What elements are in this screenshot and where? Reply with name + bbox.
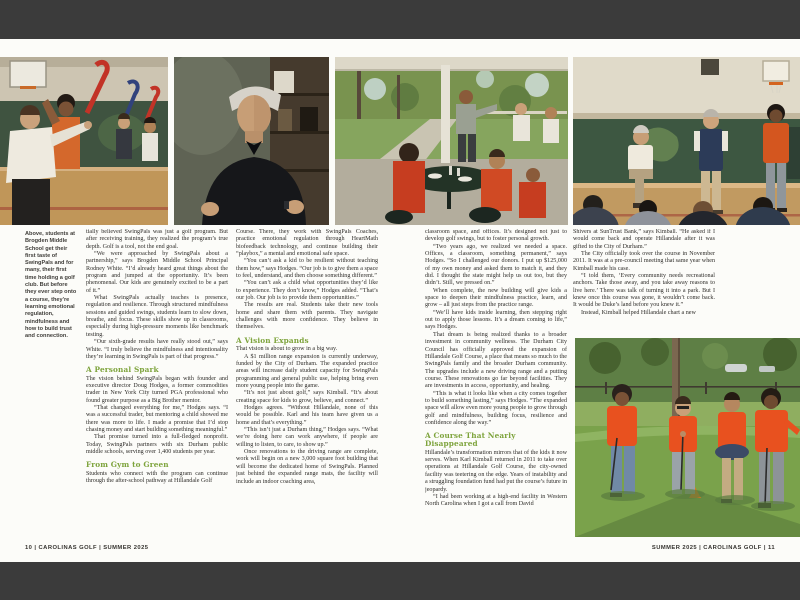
parked-car xyxy=(725,364,747,372)
body-paragraph: Course. There, they work with SwingPals Coaches, practice emotional regulation through HeartMath biofeedback technology, and continue building their “playbox,” a mental and emotional safe space. xyxy=(236,229,378,258)
section-heading: A Personal Spark xyxy=(86,365,159,375)
body-paragraph: “Our sixth-grade results have really stood out,” says White. “I truly believe the mindfulness and intentionality they’re learning in SwingPals is part of that progress.” xyxy=(86,339,228,360)
body-paragraph: “You can’t ask a kid to be resilient without teaching them how,” says Hodges. “Our job is to give them a space to feel, understand, and then choose something different.” xyxy=(236,258,378,280)
body-paragraph: “We’ll have kids inside learning, then stepping right out to apply those lessons. It’s a dream coming to life,” says Hodges. xyxy=(425,309,567,331)
body-paragraph: “That changed everything for me,” Hodges says. “I was a successful trader, but mentoring a child showed me there was more to life. I made a promise that I’d stop chasing money and start building something meaningful.” xyxy=(86,405,228,434)
body-paragraph: “This is what it looks like when a city comes together to build something lasting,” says Hodges. “The expanded space will allow even more young people to grow through golf and mindfulness, building focus, resilience and confidence along the way.” xyxy=(425,390,567,426)
magazine-page-spread xyxy=(0,39,800,562)
page-footer-left: 10 | CAROLINAS GOLF | SUMMER 2025 xyxy=(25,545,149,551)
interview-photo xyxy=(174,57,329,225)
article-column-4 xyxy=(573,229,715,379)
body-paragraph: That dream is being realized thanks to a broader investment in community wellness. The Durham City Council has officially approved the expansion of Hillandale Golf Course, a place that means so much to the SwingPals family and the broader Durham community. The upgrades include a new driving range and a putting course. These renovations go far beyond facilities. They are investments in access, opportunity, and healing. xyxy=(425,331,567,390)
body-paragraph: classroom space, and offices. It’s designed not just to develop golf swings, but to foster personal growth. xyxy=(425,229,567,243)
body-paragraph: The vision behind SwingPals began with founder and executive director Doug Hodges, a former commodities trader in New York City turned PGA professional who found greater purpose as a Big Brother mentor. xyxy=(86,375,228,404)
body-paragraph: “It’s not just about golf,” says Kimball. “It’s about creating space for kids to grow, believe, and connect.” xyxy=(236,390,378,404)
fence-line xyxy=(575,386,800,388)
gym-talk-photo xyxy=(573,57,800,225)
body-paragraph: A $1 million range expansion is currently underway, funded by the City of Durham. The expanded practice areas will increase daily student capacity for SwingPals programming and general public use, helping bring even more young people into the game. xyxy=(236,353,378,390)
body-paragraph: Students who connect with the program can continue through the after-school pathway at Hillandale Golf xyxy=(86,470,228,485)
body-paragraph: That promise turned into a full-fledged nonprofit. Today, SwingPals partners with six Durham public middle schools, serving over 1,400 students per year. xyxy=(86,434,228,456)
body-paragraph: The results are real. Students take their new tools home and share them with parents. They navigate challenges with more confidence. They believe in themselves. xyxy=(236,302,378,331)
section-heading: A Course That Nearly Disappeared xyxy=(425,431,516,449)
body-paragraph: tially believed SwingPals was just a golf program. But after receiving training, they realized the program’s true depth. Golf is a tool, not the end goal. xyxy=(86,229,228,250)
body-paragraph: “We were approached by SwingPals about a partnership,” says Brogden Middle School Principal Rodney White. “I’d already heard great things about the program and jumped at the opportunity. It’s been phenomenal. Our kids are genuinely excited to be a part of it.” xyxy=(86,251,228,294)
body-paragraph: “This isn’t just a Durham thing,” Hodges says. “What we’re doing here can work anywhere, if people are willing to listen, to care, to show up.” xyxy=(236,427,378,448)
body-paragraph: “Two years ago, we realized we needed a space. Offices, a classroom, something permanent,” says Hodges. “So I challenged our donors. I put up $125,000 of my own money and asked them to match it, and they did. I thought the state might help us out too, but they didn’t. Still, we pressed on.” xyxy=(425,243,567,287)
page-footer-right: SUMMER 2025 | CAROLINAS GOLF | 11 xyxy=(651,545,775,551)
section-heading: A Vision Expands xyxy=(236,335,309,345)
bottom-border-band xyxy=(0,562,800,600)
sunglasses xyxy=(677,406,689,409)
body-paragraph: That vision is about to grow in a big way. xyxy=(236,346,338,353)
pavilion-post xyxy=(441,65,450,163)
gym-speaker xyxy=(701,59,719,75)
pavilion-ceiling xyxy=(335,57,568,69)
patio-photo xyxy=(335,57,568,225)
body-paragraph: The City officially took over the course in November 2011. It was at a pre-council meeting that same year when Kimball made his case. xyxy=(573,251,715,272)
photo-caption-text: Above, students at Brogden Middle School get their first taste of SwingPals and for many, their first time holding a golf club. But before they ever step onto a course, they're learning emotional regulation, mindfulness and how to build trust and connection. xyxy=(25,231,77,340)
body-paragraph: “I had been working at a high-end facility in Western North Carolina when I got a call from David xyxy=(425,493,567,508)
photo-caption xyxy=(25,231,79,340)
article-column-2 xyxy=(236,229,378,537)
gym-swing-photo xyxy=(0,57,168,225)
body-paragraph: “I told them, ‘Every community needs recreational anchors. Take those away, and you take away reasons to live here.’ There was talk of turning it into a park. But I knew once this course was gone, it wouldn’t come back. It would be Duke’s land before you knew it.” xyxy=(573,273,715,309)
basketball-hoop xyxy=(10,61,46,89)
article-column-1 xyxy=(86,229,228,537)
body-paragraph: Hodges agrees. “Without Hillandale, none of this would be possible. Karl and his team have given us a home and that’s everything.” xyxy=(236,405,378,426)
body-paragraph: When complete, the new building will give kids a space to deepen their mindfulness practice, learn, and grow – all just steps from the practice range. xyxy=(425,287,567,309)
tied-jacket xyxy=(715,444,749,460)
body-paragraph: Instead, Kimball helped Hillandale chart a new xyxy=(581,309,696,316)
body-paragraph: Once renovations to the driving range are complete, work will begin on a new 3,000 square foot building that will become the dedicated home of SwingPals. Planned just behind the expanded range mats, the facility will include an indoor coaching area, xyxy=(236,449,378,485)
body-paragraph: Shivers at SunTrust Bank,” says Kimball. “He asked if I would come back and operate Hillandale after it was gifted to the City of Durham.” xyxy=(573,229,715,250)
body-paragraph: What SwingPals actually teaches is presence, regulation and resilience. Through structured mindfulness sessions and guided swings, students learn to slow down, breathe, and focus. These skills show up in classrooms, especially during high-pressure moments like benchmark testing. xyxy=(86,295,228,338)
body-paragraph: “You can’t ask a child what opportunities they’d like to experience. They don’t know,” Hodges added. “That’s our job. Our job is to provide them opportunities.” xyxy=(236,280,378,302)
article-column-3 xyxy=(425,229,567,537)
body-paragraph: Hillandale’s transformation mirrors that of the kids it now serves. When Karl Kimball returned in 2011 to take over operations at Hillandale Golf Course, the city-owned facility was teetering on the edge. Years of instability and a struggling foundation fund had put the course’s future in jeopardy. xyxy=(425,449,567,493)
section-heading: From Gym to Green xyxy=(86,460,169,470)
top-border-band xyxy=(0,0,800,39)
